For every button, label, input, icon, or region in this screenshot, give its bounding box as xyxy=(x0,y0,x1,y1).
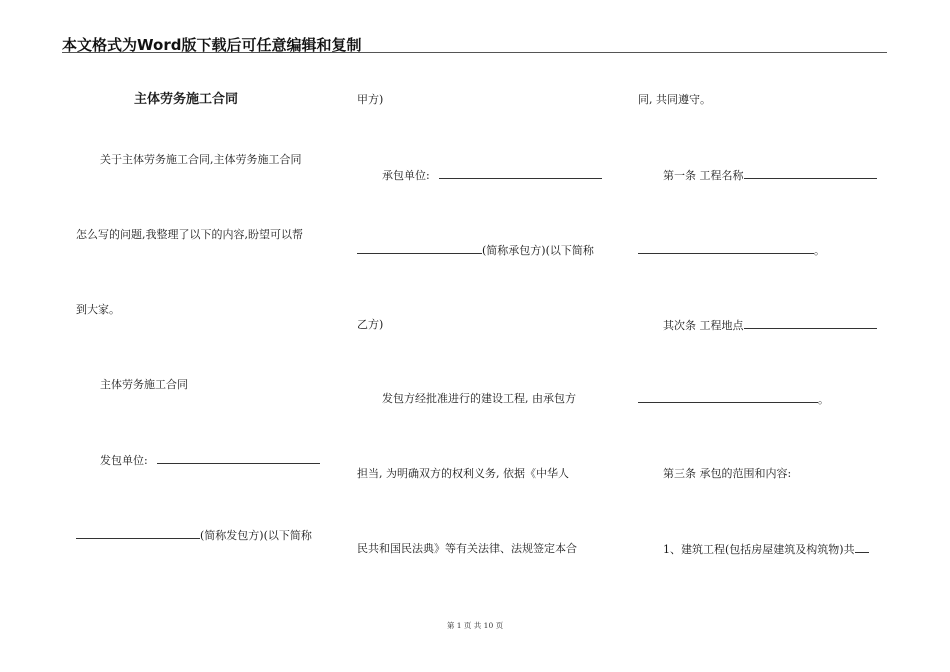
contract-field-line xyxy=(382,168,602,183)
contract-field-line xyxy=(638,243,825,258)
blank-underline xyxy=(744,168,877,179)
document-banner: 本文格式为Word版下载后可任意编辑和复制 xyxy=(62,36,362,54)
blank-underline xyxy=(638,243,814,254)
paragraph-line: 关于主体劳务施工合同,主体劳务施工合同 xyxy=(100,153,302,166)
paragraph-line: 担当, 为明确双方的权利义务, 依据《中华人 xyxy=(357,467,569,480)
blank-underline xyxy=(439,168,602,179)
paragraph-line: 甲方) xyxy=(357,93,384,106)
field-label: 发包单位: xyxy=(100,454,148,467)
blank-underline xyxy=(855,542,869,553)
contract-field-line xyxy=(76,528,312,543)
paragraph-line: 同, 共同遵守。 xyxy=(638,93,711,106)
contract-field-line xyxy=(357,243,594,258)
contract-field-line xyxy=(663,168,877,183)
blank-underline xyxy=(744,318,877,329)
page-number: 第 1 页 共 10 页 xyxy=(446,621,504,630)
field-label: 承包单位: xyxy=(382,169,430,182)
blank-underline xyxy=(157,453,320,464)
field-text: 。 xyxy=(814,244,825,257)
field-text: (简称承包方)(以下简称 xyxy=(482,244,594,257)
header-rule xyxy=(62,52,887,53)
field-text: 1、建筑工程(包括房屋建筑及构筑物)共 xyxy=(663,543,855,556)
document-title: 主体劳务施工合同 xyxy=(134,92,239,107)
field-label: 其次条 工程地点 xyxy=(663,319,744,332)
blank-underline xyxy=(357,243,482,254)
paragraph-line: 民共和国民法典》等有关法律、法规签定本合 xyxy=(357,542,577,555)
field-label: 第一条 工程名称 xyxy=(663,169,744,182)
paragraph-line: 怎么写的问题,我整理了以下的内容,盼望可以帮 xyxy=(76,228,303,241)
paragraph-line: 发包方经批准进行的建设工程, 由承包方 xyxy=(382,392,576,405)
blank-underline xyxy=(76,528,200,539)
contract-field-line xyxy=(100,453,320,468)
paragraph-line: 第三条 承包的范围和内容: xyxy=(663,467,792,480)
contract-field-line xyxy=(663,542,869,557)
paragraph-line: 到大家。 xyxy=(76,303,120,316)
blank-underline xyxy=(638,392,818,403)
paragraph-line: 乙方) xyxy=(357,318,384,331)
contract-field-line xyxy=(638,392,829,407)
field-text: 。 xyxy=(818,393,829,406)
contract-field-line xyxy=(663,318,877,333)
field-text: (简称发包方)(以下简称 xyxy=(200,529,312,542)
section-heading: 主体劳务施工合同 xyxy=(100,378,188,391)
